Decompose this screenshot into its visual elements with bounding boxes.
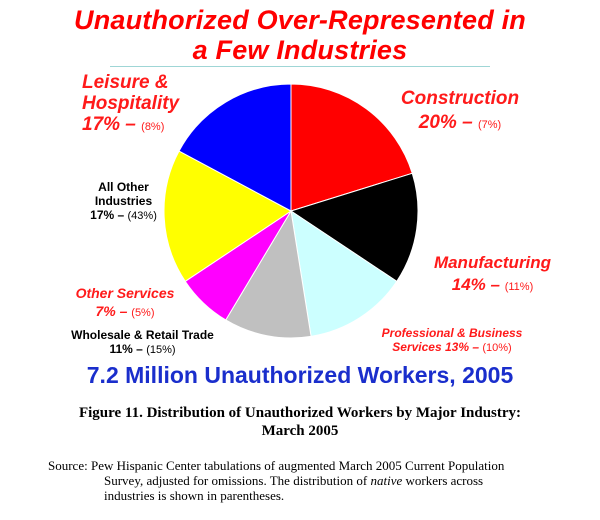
label-wholesale-value: 11% – xyxy=(109,342,143,356)
label-wholesale-name: Wholesale & Retail Trade xyxy=(71,328,214,342)
label-other-services xyxy=(60,284,190,322)
label-allother-name-1: All Other xyxy=(98,180,149,194)
label-manufacturing-native: (11%) xyxy=(504,281,534,293)
label-manufacturing-value: 14% – xyxy=(451,275,500,294)
label-all-other-industries xyxy=(76,180,171,223)
label-leisure-value: 17% – xyxy=(82,114,136,135)
chart-title-line-1: Unauthorized Over-Represented in xyxy=(74,5,526,35)
source-line-2-text: Survey, adjusted for omissions. The distribution of xyxy=(104,473,368,488)
label-wholesale-native: (15%) xyxy=(146,344,176,356)
source-native-word: native xyxy=(370,473,403,488)
source-line-3: industries is shown in parentheses. xyxy=(104,488,285,503)
total-workers: 7.2 Million Unauthorized Workers, 2005 xyxy=(86,362,514,388)
label-allother-value: 17% – xyxy=(90,208,125,222)
source-line-1: Source: Pew Hispanic Center tabulations of augmented March 2005 Current Population xyxy=(48,458,505,473)
label-construction-name: Construction xyxy=(400,88,520,109)
label-construction-native: (7%) xyxy=(477,119,502,131)
label-manufacturing xyxy=(420,252,565,298)
label-professional-business xyxy=(352,326,552,355)
label-allother-native: (43%) xyxy=(127,210,157,222)
source-line-2-end: workers across xyxy=(402,473,484,488)
label-otherservices-name: Other Services xyxy=(75,285,175,301)
figure-caption-line-2: March 2005 xyxy=(261,423,339,439)
source-line-2 xyxy=(48,473,593,488)
label-leisure-hospitality xyxy=(82,72,179,138)
label-leisure-name-2: Hospitality xyxy=(82,93,180,114)
label-wholesale-retail xyxy=(50,328,235,357)
label-leisure-name-1: Leisure & xyxy=(82,72,169,93)
label-manufacturing-name: Manufacturing xyxy=(433,253,552,272)
source-note xyxy=(48,458,593,503)
label-leisure-native: (8%) xyxy=(141,121,165,133)
label-construction xyxy=(385,87,535,137)
label-allother-name-2: Industries xyxy=(94,194,153,208)
label-construction-value: 20% – xyxy=(418,112,473,133)
figure-caption-line-1: Figure 11. Distribution of Unauthorized Workers by Major Industry: xyxy=(78,405,522,421)
label-otherservices-native: (5%) xyxy=(131,307,155,319)
chart-title-line-2: a Few Industries xyxy=(192,35,408,65)
label-otherservices-value: 7% – xyxy=(95,303,128,319)
label-professional-name-2: Services 13% – xyxy=(392,340,480,354)
label-professional-native: (10%) xyxy=(482,342,512,354)
label-professional-name-1: Professional & Business xyxy=(381,326,523,340)
